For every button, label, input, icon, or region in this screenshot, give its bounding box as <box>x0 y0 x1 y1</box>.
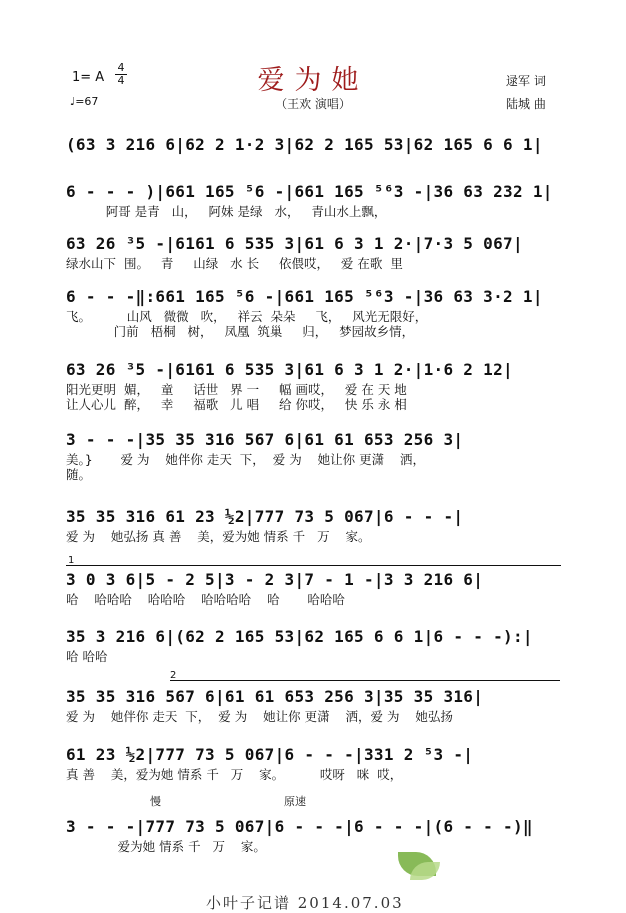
notation-line: 3 0 3 6|5 - 2 5|3 - 2 3|7 - 1 -|3 3 216 6| <box>66 570 484 589</box>
time-top: 4 <box>117 61 125 74</box>
song-title: 爱为她 <box>257 65 369 96</box>
lyric-line: 爱 为 她伴你 走天 下， 爱 为 她让你 更潇 洒，爱 为 她弘扬 <box>66 709 453 724</box>
notation-line: 63 26 ³5 -|6161 6 535 3|61 6 3 1 2·|1·6 2 12| <box>66 360 513 379</box>
notation-line: 35 35 316 61 23 ½2|777 73 5 067|6 - - -| <box>66 507 464 526</box>
composer-credit: 陆城 曲 <box>506 97 546 111</box>
score-row <box>66 625 561 668</box>
tempo-mark: ♩=67 <box>70 95 99 108</box>
notation-line: 35 3 216 6|(62 2 165 53|62 165 6 6 1|6 - - -):| <box>66 627 533 646</box>
lyric-line: 哈 哈哈哈 哈哈哈 哈哈哈哈 哈 哈哈哈 <box>66 592 345 607</box>
score-row <box>66 180 561 223</box>
notation-line: 6 - - -‖:661 165 ⁵6 -|661 165 ⁵⁶3 -|36 63 3·2 1| <box>66 287 543 306</box>
lyric-line: 随。 <box>66 467 92 482</box>
transcriber-watermark: 小叶子记谱 2014.07.03 <box>206 894 404 912</box>
notation-line: 63 26 ³5 -|6161 6 535 3|61 6 3 1 2·|7·3 5 067| <box>66 234 523 253</box>
notation-line: 3 - - -|777 73 5 067|6 - - -|6 - - -|(6 - - -)‖ <box>66 817 533 836</box>
volta-2-bracket <box>170 680 560 681</box>
score-row <box>66 685 561 728</box>
score-row <box>66 815 561 858</box>
score-row <box>66 133 561 176</box>
lyric-line: 绿水山下 围。 青 山绿 水 长 依偎哎， 爱 在歌 里 <box>66 256 403 271</box>
notation-line: 3 - - -|35 35 316 567 6|61 61 653 256 3| <box>66 430 464 449</box>
score-row <box>66 428 561 486</box>
notation-line: (63 3 216 6|62 2 1·2 3|62 2 165 53|62 165 6 6 1| <box>66 135 543 154</box>
score-row <box>66 743 561 786</box>
song-subtitle: （王欢 演唱） <box>275 97 351 111</box>
lyric-line: 爱 为 她弘扬 真 善 美，爱为她 情系 千 万 家。 <box>66 529 371 544</box>
notation-line: 6 - - - )|661 165 ⁵6 -|661 165 ⁵⁶3 -|36 63 232 1| <box>66 182 553 201</box>
lyric-line: 哈 哈哈 <box>66 649 108 664</box>
score-row <box>66 285 561 343</box>
lyric-line: 爱为她 情系 千 万 家。 <box>66 839 266 854</box>
score-row <box>66 232 561 275</box>
original-tempo-mark: 原速 <box>284 795 306 808</box>
time-signature <box>115 62 127 87</box>
lyric-line: 真 善 美，爱为她 情系 千 万 家。 哎呀 咪 哎， <box>66 767 403 782</box>
lyric-line: 门前 梧桐 树， 凤凰 筑巢 归， 梦园故乡情， <box>66 324 415 339</box>
time-bottom: 4 <box>115 74 127 87</box>
key-signature: 1= A <box>72 70 105 85</box>
notation-line: 35 35 316 567 6|61 61 653 256 3|35 35 316| <box>66 687 484 706</box>
score-row <box>66 505 561 548</box>
lyricist-credit: 逯军 词 <box>506 74 546 88</box>
notation-line: 61 23 ½2|777 73 5 067|6 - - -|331 2 ⁵3 -| <box>66 745 474 764</box>
lyric-line: 阳光更明 媚， 童 话世 界 一 幅 画哎， 爱 在 天 地 <box>66 382 407 397</box>
slow-mark: 慢 <box>150 795 161 808</box>
lyric-line: 飞。 山风 微微 吹， 祥云 朵朵 飞， 风光无限好， <box>66 309 428 324</box>
volta-1-label: 1 <box>68 555 75 566</box>
lyric-line: 美。} 爱 为 她伴你 走天 下， 爱 为 她让你 更潇 洒， <box>66 452 425 467</box>
lyric-line: 让人心儿 醉， 幸 福歌 儿 唱 给 你哎， 快 乐 永 相 <box>66 397 407 412</box>
score-row <box>66 568 561 611</box>
score-row <box>66 358 561 416</box>
lyric-line: 阿哥 是青 山， 阿妹 是绿 水， 青山水上飘， <box>66 204 387 219</box>
volta-2-label: 2 <box>170 670 177 681</box>
volta-1-bracket <box>66 565 561 566</box>
